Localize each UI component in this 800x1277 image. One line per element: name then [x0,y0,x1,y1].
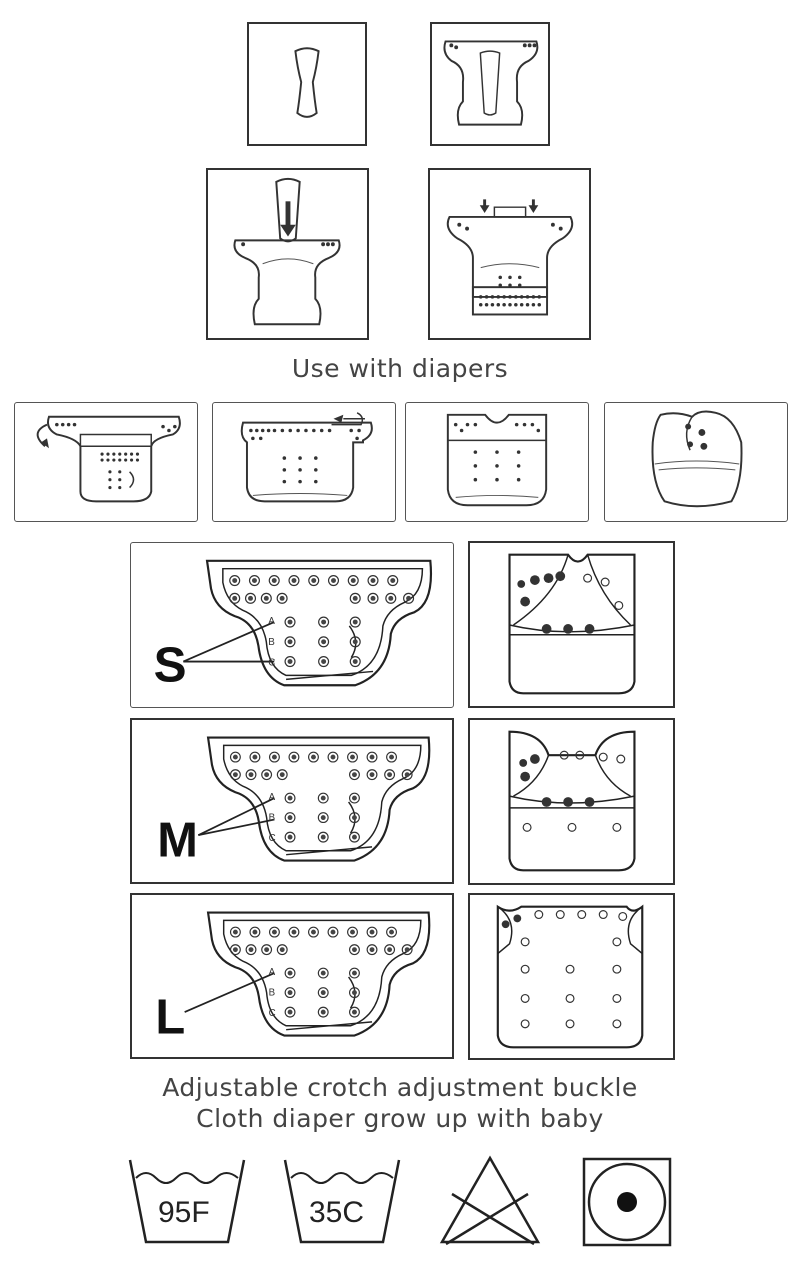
size-s-label: S [153,637,187,693]
snap-center-icon [405,947,410,952]
snap-center-icon [389,930,394,935]
snap-center-icon [352,815,357,820]
rise-c-label: C [268,833,276,845]
rise-c-label: C [268,1008,276,1020]
step-shell-panel [430,22,550,146]
step-fold-shell-panel [428,168,591,340]
snap-center-icon [353,596,358,601]
snap-center-icon [321,971,326,976]
snap-center-icon [353,639,358,644]
insert-pad-icon [249,24,365,144]
size-s-fitted-diagram [470,543,673,706]
wash-35c-icon [283,1158,401,1244]
rise-b-label: B [268,812,276,824]
snap-center-icon [233,947,238,952]
snap-center-icon [390,578,395,583]
size-m-label: M [157,813,198,868]
snap-center-icon [321,990,326,995]
size-m-shell-diagram [132,720,452,882]
size-l-fitted-diagram [470,895,673,1058]
snap-center-icon [288,835,293,840]
size-s-shell-panel [130,542,454,708]
snap-center-icon [249,947,254,952]
snap-center-icon [321,620,326,625]
size-m-shell-panel [130,718,454,884]
snap-center-icon [311,578,316,583]
snap-center-icon [321,815,326,820]
size-l-shell-panel [130,893,454,1059]
snap-center-icon [288,1010,293,1015]
snap-center-icon [352,772,357,777]
snap-center-icon [351,578,356,583]
snap-center-icon [233,755,238,760]
fold-step-1-panel [14,402,198,522]
snap-center-icon [331,930,336,935]
fold-step-4-panel [604,402,788,522]
snap-center-icon [370,772,375,777]
rise-c-label: C [268,657,276,669]
snap-center-icon [387,947,392,952]
snap-center-icon [248,596,253,601]
rise-a-label: A [268,616,275,628]
snap-center-icon [370,755,375,760]
rise-b-label: B [268,987,276,999]
snap-center-icon [352,990,357,995]
snap-center-icon [288,990,293,995]
fold-step-2-icon [213,403,395,521]
snap-center-icon [321,796,326,801]
fold-step-4-icon [605,403,787,521]
no-bleach-icon [438,1154,542,1246]
snap-center-icon [352,1010,357,1015]
size-m-fitted-panel [468,718,675,885]
size-s-shell-diagram [131,543,453,707]
snap-center-icon [272,578,277,583]
tumble-dry-icon [582,1157,672,1247]
snap-center-icon [280,947,285,952]
snap-center-icon [352,947,357,952]
snap-center-icon [387,772,392,777]
snap-center-icon [264,947,269,952]
snap-center-icon [352,796,357,801]
snap-center-icon [249,772,254,777]
snap-center-icon [321,639,326,644]
snap-center-icon [288,796,293,801]
snap-center-icon [280,772,285,777]
snap-center-icon [321,835,326,840]
wash-95f-label: 95F [158,1196,210,1229]
wash-35c-label: 35C [309,1196,365,1229]
insert-into-pocket-icon [208,170,367,338]
step-insert-panel [247,22,367,146]
snap-center-icon [353,659,358,664]
wash-95f-icon [128,1158,246,1244]
snap-center-icon [352,971,357,976]
snap-center-icon [371,596,376,601]
snap-center-icon [232,578,237,583]
fold-step-2-panel [212,402,396,522]
snap-center-icon [252,578,257,583]
snap-center-icon [350,930,355,935]
snap-center-icon [352,835,357,840]
snap-center-icon [311,930,316,935]
snap-center-icon [264,596,269,601]
snap-center-icon [405,772,410,777]
snap-center-icon [371,578,376,583]
snap-center-icon [406,596,411,601]
snap-center-icon [331,578,336,583]
snap-center-icon [321,659,326,664]
adjustable-caption-line2: Cloth diaper grow up with baby [196,1104,604,1133]
fold-step-3-panel [405,402,589,522]
snap-center-icon [288,639,293,644]
adjustable-caption-line1: Adjustable crotch adjustment buckle [162,1073,638,1102]
rise-a-label: A [268,967,276,979]
snap-center-icon [370,930,375,935]
size-l-shell-diagram [132,895,452,1057]
size-l-fitted-panel [468,893,675,1060]
snap-center-icon [331,755,336,760]
snap-center-icon [252,755,257,760]
snap-center-icon [288,971,293,976]
snap-center-icon [264,772,269,777]
snap-center-icon [311,755,316,760]
snap-center-icon [389,755,394,760]
snap-center-icon [292,930,297,935]
snap-center-icon [353,620,358,625]
snap-center-icon [252,930,257,935]
snap-center-icon [321,1010,326,1015]
size-m-fitted-diagram [470,720,673,883]
snap-center-icon [292,578,297,583]
snap-center-icon [350,755,355,760]
snap-center-icon [232,596,237,601]
diaper-shell-open-icon [432,24,548,144]
snap-center-icon [272,755,277,760]
rise-b-label: B [268,636,275,648]
snap-center-icon [388,596,393,601]
fold-step-3-icon [406,403,588,521]
snap-center-icon [280,596,285,601]
size-l-label: L [155,990,186,1045]
snap-center-icon [272,930,277,935]
snap-center-icon [233,930,238,935]
snap-center-icon [292,755,297,760]
snap-center-icon [370,947,375,952]
snap-center-icon [233,772,238,777]
snap-center-icon [288,815,293,820]
rise-a-label: A [268,792,276,804]
use-with-diapers-caption: Use with diapers [291,354,509,383]
step-insert-into-pocket-panel [206,168,369,340]
snap-center-icon [288,659,293,664]
diaper-shell-folded-icon [430,170,589,338]
fold-step-1-icon [15,403,197,521]
snap-center-icon [288,620,293,625]
size-s-fitted-panel [468,541,675,708]
